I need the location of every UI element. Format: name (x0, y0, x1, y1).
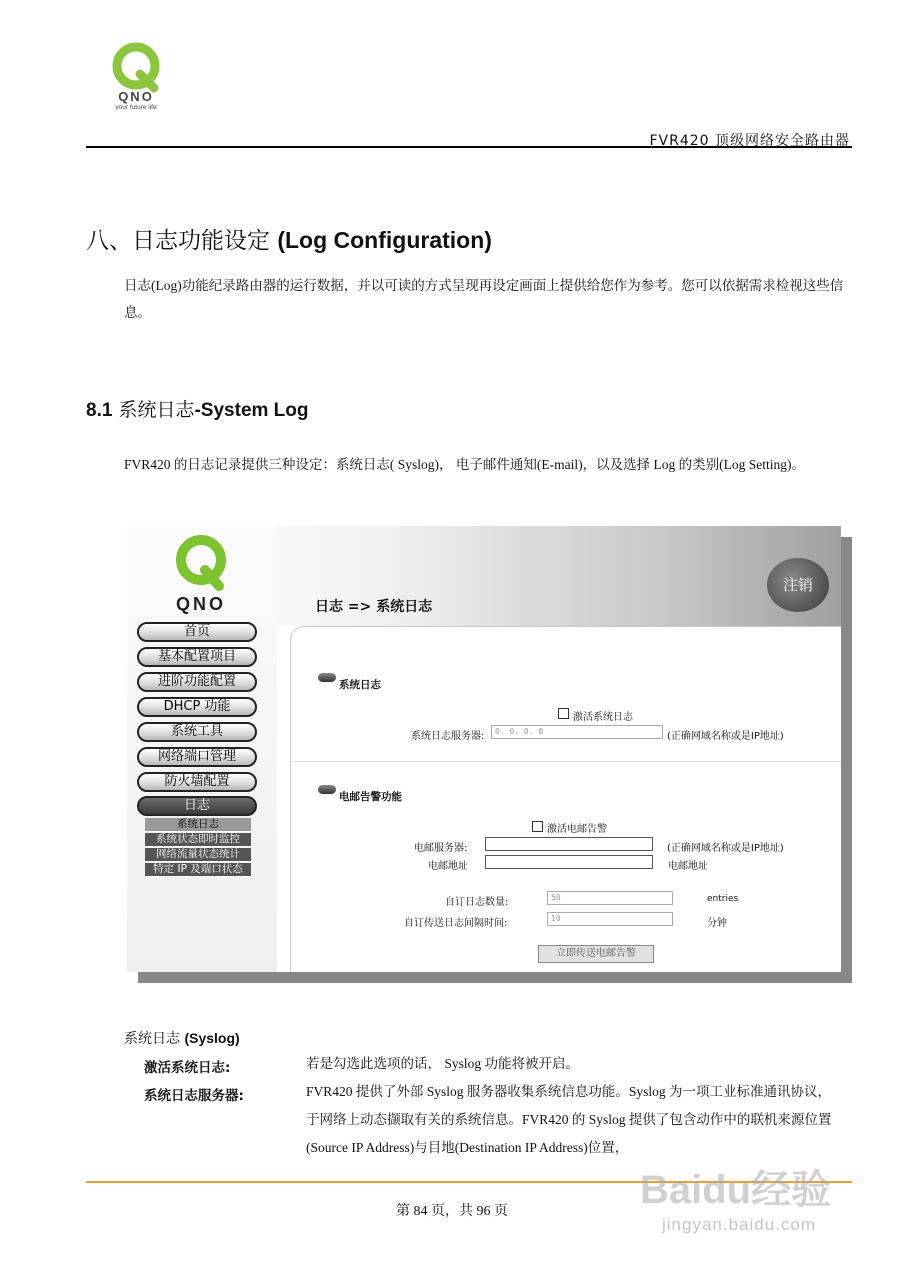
def-enable-syslog: 若是勾选此选项的话， Syslog 功能将被开启。 (306, 1056, 580, 1071)
subnav-traffic-stats[interactable]: 网络流量状态统计 (145, 848, 251, 862)
figure-logo-text: QNO (175, 594, 227, 614)
email-address-input[interactable] (485, 855, 653, 869)
section-title (86, 395, 309, 422)
logo-text: QNO (118, 89, 154, 104)
figure-breadcrumb: 日志 => 系统日志 (315, 599, 433, 615)
subnav-realtime-monitor[interactable]: 系统状态即时监控 (145, 833, 251, 847)
enable-email-checkbox[interactable] (532, 821, 543, 832)
nav-port-management[interactable]: 网络端口管理 (137, 747, 257, 767)
syslog-group-title: 系统日志 (339, 679, 381, 691)
email-address-hint: 电邮地址 (668, 861, 708, 872)
figure-qno-logo (167, 534, 237, 614)
syslog-heading (124, 1028, 240, 1048)
enable-email-label: 激活电邮告警 (547, 824, 607, 835)
logout-button[interactable]: 注销 (767, 558, 829, 612)
chapter-title-cn: 八、日志功能设定 (86, 228, 270, 254)
section-number: 8.1 (86, 400, 113, 421)
interval-unit: 分钟 (707, 918, 727, 929)
header-divider (86, 146, 852, 148)
email-address-label: 电邮地址 (428, 861, 468, 872)
chapter-title-en: (Log Configuration) (277, 227, 492, 253)
def-syslog-server: FVR420 提供了外部 Syslog 服务器收集系统信息功能。Syslog 为一项工业标准通讯协议，于网络上动态撷取有关的系统信息。FVR420 的 Syslog 提供了包含动作中的联机来源位置(Source IP Address)与目地(Destination IP Address)位置， (306, 1084, 832, 1155)
group-divider (290, 761, 841, 762)
watermark-logo: Baidu经验 (640, 1168, 832, 1212)
syslog-group-icon (318, 673, 336, 682)
syslog-server-input[interactable]: 0. 0. 0. 0 (491, 725, 663, 739)
chapter-intro: 日志(Log)功能纪录路由器的运行数据，并以可读的方式呈现再设定画面上提供给您作为参考。您可以依据需求检视这些信息。 (124, 278, 844, 320)
nav-firewall[interactable]: 防火墙配置 (137, 772, 257, 792)
log-queue-unit: entries (707, 894, 739, 904)
page-number: 第 84 页，共 96 页 (396, 1204, 508, 1219)
email-group-title: 电邮告警功能 (339, 791, 402, 803)
syslog-heading-en: (Syslog) (184, 1030, 240, 1046)
nav-system-tools[interactable]: 系统工具 (137, 722, 257, 742)
header-title: FVR420 顶级网络安全路由器 (649, 133, 850, 149)
section-title-en: -System Log (194, 400, 309, 421)
router-ui-figure (127, 526, 841, 972)
log-queue-input[interactable]: 50 (547, 891, 673, 905)
interval-label: 自订传送日志间隔时间: (404, 918, 508, 929)
logo-tagline: your future life (115, 104, 157, 110)
subnav-ip-port-status[interactable]: 特定 IP 及端口状态 (145, 863, 251, 877)
qno-logo (96, 40, 176, 110)
email-group-icon (318, 785, 336, 794)
enable-syslog-label: 激活系统日志 (573, 712, 633, 723)
log-queue-label: 自订日志数量: (445, 897, 509, 908)
nav-basic-config[interactable]: 基本配置项目 (137, 647, 257, 667)
mail-server-input[interactable] (485, 837, 653, 851)
term-enable-syslog: 激活系统日志: (144, 1060, 231, 1076)
syslog-server-hint: (正确网域名称或是IP地址) (667, 731, 784, 742)
subnav-system-log[interactable]: 系统日志 (145, 818, 251, 832)
mail-server-label: 电邮服务器: (414, 843, 468, 854)
mail-server-hint: (正确网域名称或是IP地址) (667, 843, 784, 854)
section-intro: FVR420 的日志记录提供三种设定：系统日志( Syslog)， 电子邮件通知(E-mail)，以及选择 Log 的类别(Log Setting)。 (124, 457, 805, 472)
interval-input[interactable]: 10 (547, 912, 673, 926)
nav-advanced-config[interactable]: 进阶功能配置 (137, 672, 257, 692)
term-syslog-server: 系统日志服务器: (144, 1088, 244, 1104)
syslog-heading-cn: 系统日志 (124, 1031, 180, 1047)
nav-home[interactable]: 首页 (137, 622, 257, 642)
nav-dhcp[interactable]: DHCP 功能 (137, 697, 257, 717)
section-title-cn: 系统日志 (118, 399, 195, 421)
nav-log[interactable]: 日志 (137, 796, 257, 816)
enable-syslog-checkbox[interactable] (558, 708, 569, 719)
chapter-title (86, 222, 492, 255)
send-email-button[interactable]: 立即传送电邮告警 (538, 945, 654, 963)
watermark-url: jingyan.baidu.com (662, 1215, 817, 1234)
syslog-server-label: 系统日志服务器: (411, 731, 485, 742)
